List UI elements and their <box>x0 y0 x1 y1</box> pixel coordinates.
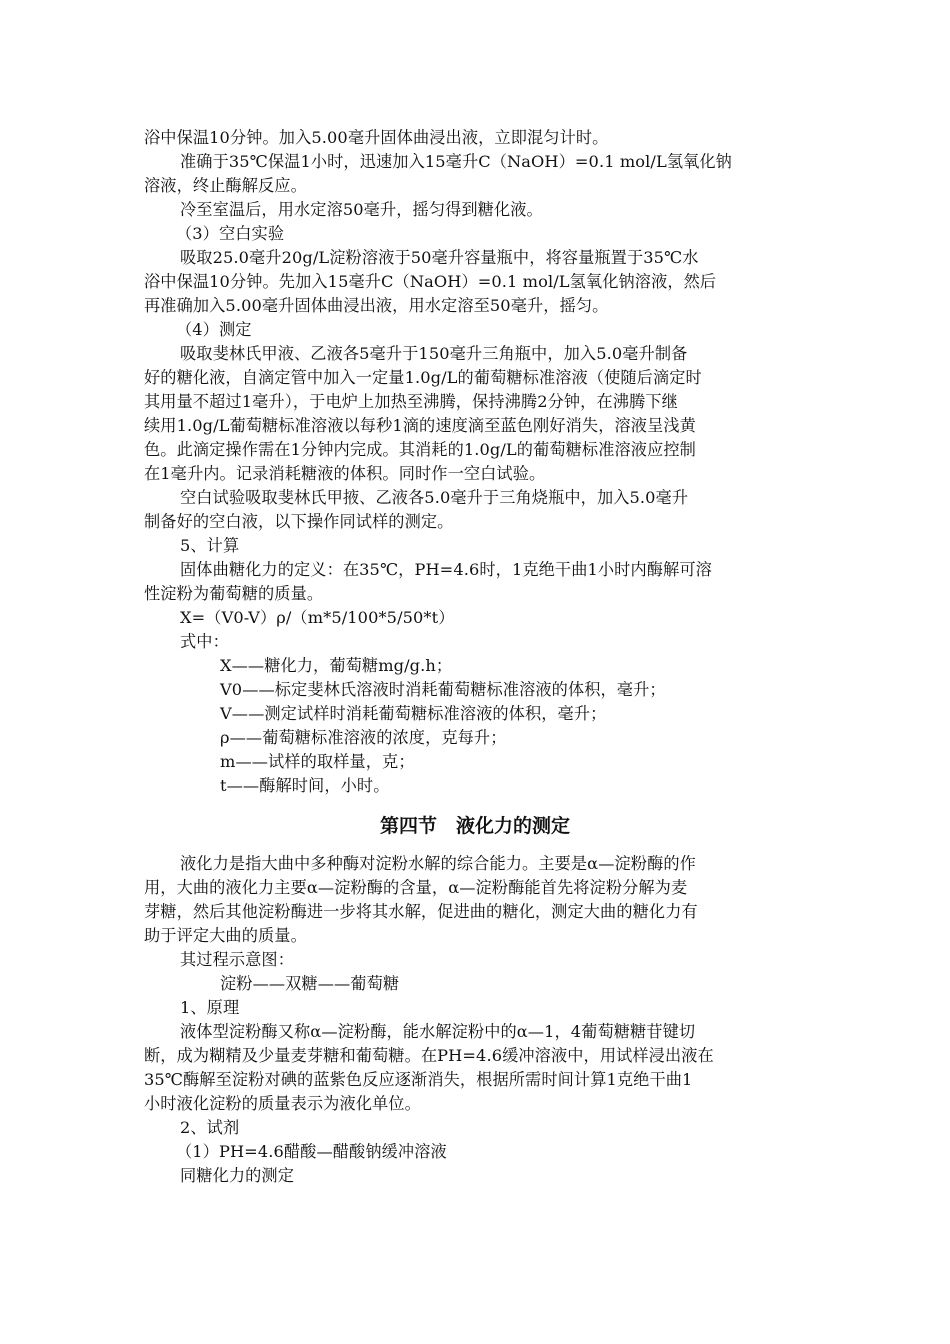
text-line: 液化力是指大曲中多种酶对淀粉水解的综合能力。主要是α—淀粉酶的作 <box>180 854 696 873</box>
text-line: 固体曲糖化力的定义：在35℃，PH=4.6时，1克绝干曲1小时内酶解可溶 <box>180 560 712 579</box>
text-line: 浴中保温10分钟。先加入15毫升C（NaOH）=0.1 mol/L氢氧化钠溶液，然后 <box>144 272 717 291</box>
text-line: 续用1.0g/L葡萄糖标准溶液以每秒1滴的速度滴至蓝色刚好消失，溶液呈浅黄 <box>144 416 696 435</box>
section-heading: 第四节 液化力的测定 <box>379 815 570 837</box>
text-line: 其用量不超过1毫升），于电炉上加热至沸腾，保持沸腾2分钟，在沸腾下继 <box>144 392 678 411</box>
subsection-heading: 1、原理 <box>180 998 240 1017</box>
variable-definition: X——糖化力，葡萄糖mg/g.h； <box>220 656 453 675</box>
text-line: 吸取斐林氏甲液、乙液各5毫升于150毫升三角瓶中，加入5.0毫升制备 <box>180 344 688 363</box>
subsection-heading: （4）测定 <box>176 320 252 339</box>
text-line: 再准确加入5.00毫升固体曲浸出液，用水定溶至50毫升，摇匀。 <box>144 296 609 315</box>
text-line: 断，成为糊精及少量麦芽糖和葡萄糖。在PH=4.6缓冲溶液中，用试样浸出液在 <box>144 1046 714 1065</box>
text-line: 性淀粉为葡萄糖的质量。 <box>144 584 324 603</box>
variable-definition: ρ——葡萄糖标准溶液的浓度，克每升； <box>220 728 507 747</box>
variable-definition: V0——标定斐林氏溶液时消耗葡萄糖标准溶液的体积，毫升； <box>220 680 666 699</box>
variable-definition: m——试样的取样量，克； <box>220 752 415 771</box>
text-line: 用，大曲的液化力主要α—淀粉酶的含量，α—淀粉酶能首先将淀粉分解为麦 <box>144 878 688 897</box>
subsection-heading: （1）PH=4.6醋酸—醋酸钠缓冲溶液 <box>176 1142 447 1161</box>
formula: X=（V0-V）ρ/（m*5/100*5/50*t） <box>180 608 455 627</box>
text-line: 空白试验吸取斐林氏甲掖、乙液各5.0毫升于三角烧瓶中，加入5.0毫升 <box>180 488 689 507</box>
subsection-heading: （3）空白实验 <box>176 224 285 243</box>
process-diagram-text: 淀粉——双糖——葡萄糖 <box>220 974 400 993</box>
text-line: 吸取25.0毫升20g/L淀粉溶液于50毫升容量瓶中，将容量瓶置于35℃水 <box>180 248 699 267</box>
text-line: 制备好的空白液，以下操作同试样的测定。 <box>144 512 454 531</box>
text-line: 准确于35℃保温1小时，迅速加入15毫升C（NaOH）=0.1 mol/L氢氧化钠 <box>180 152 732 171</box>
subsection-heading: 5、计算 <box>180 536 240 555</box>
text-line: 色。此滴定操作需在1分钟内完成。其消耗的1.0g/L的葡萄糖标准溶液应控制 <box>144 440 696 459</box>
variable-definition: t——酶解时间，小时。 <box>220 776 390 795</box>
text-line: 式中： <box>180 632 229 651</box>
text-line: 助于评定大曲的质量。 <box>144 926 307 945</box>
text-line: 溶液，终止酶解反应。 <box>144 176 307 195</box>
variable-definition: V——测定试样时消耗葡萄糖标准溶液的体积，毫升； <box>220 704 607 723</box>
text-line: 冷至室温后，用水定溶50毫升，摇匀得到糖化液。 <box>180 200 543 219</box>
text-line: 浴中保温10分钟。加入5.00毫升固体曲浸出液，立即混匀计时。 <box>144 128 609 147</box>
text-line: 其过程示意图： <box>180 950 295 969</box>
text-line: 35℃酶解至淀粉对碘的蓝紫色反应逐渐消失，根据所需时间计算1克绝干曲1 <box>144 1070 693 1089</box>
text-line: 好的糖化液，自滴定管中加入一定量1.0g/L的葡萄糖标准溶液（使随后滴定时 <box>144 368 702 387</box>
text-line: 同糖化力的测定 <box>180 1166 295 1185</box>
text-line: 芽糖，然后其他淀粉酶进一步将其水解，促进曲的糖化，测定大曲的糖化力有 <box>144 902 698 921</box>
text-line: 液体型淀粉酶又称α—淀粉酶，能水解淀粉中的α—1，4葡萄糖糖苷键切 <box>180 1022 696 1041</box>
text-line: 小时液化淀粉的质量表示为液化单位。 <box>144 1094 421 1113</box>
text-line: 在1毫升内。记录消耗糖液的体积。同时作一空白试验。 <box>144 464 546 483</box>
subsection-heading: 2、试剂 <box>180 1118 240 1137</box>
